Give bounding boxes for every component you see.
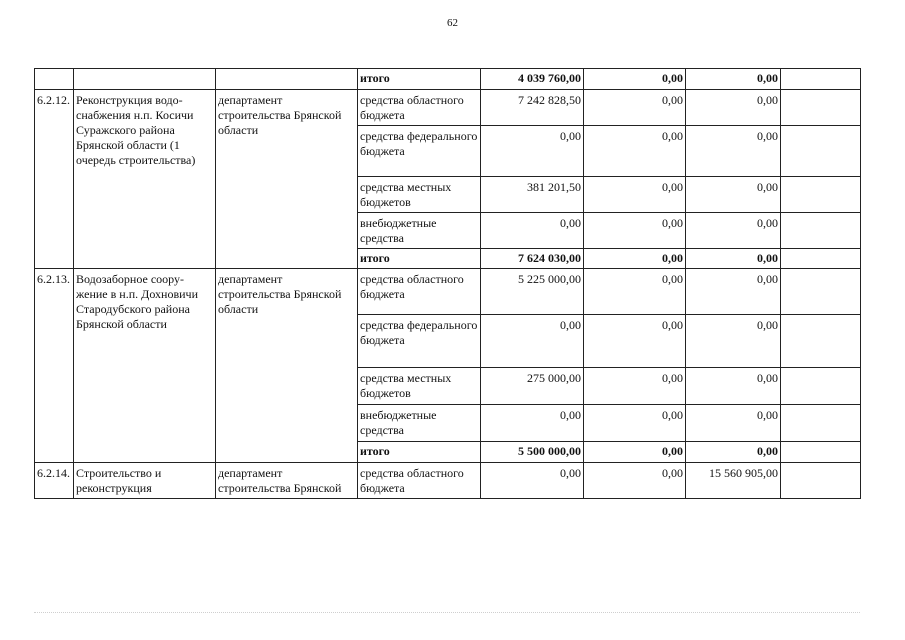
funding-source: средства федерального бюджета — [358, 315, 481, 368]
amount-cell: 0,00 — [686, 126, 781, 177]
item-code: 6.2.13. — [35, 269, 74, 463]
item-executor: департамент строительства Брянской области — [216, 90, 358, 269]
table-cell — [781, 368, 861, 405]
amount-cell: 5 225 000,00 — [481, 269, 584, 315]
item-code: 6.2.12. — [35, 90, 74, 269]
funding-source: внебюджетные средства — [358, 405, 481, 442]
amount-cell: 0,00 — [686, 405, 781, 442]
item-name: Водозаборное соору-жение в н.п. Дохновичи Стародубского района Брянской области — [74, 269, 216, 463]
funding-source: средства областного бюджета — [358, 90, 481, 126]
funding-source: средства местных бюджетов — [358, 368, 481, 405]
amount-cell: 0,00 — [584, 90, 686, 126]
item-executor: департамент строительства Брянской — [216, 463, 358, 499]
amount-cell: 0,00 — [584, 177, 686, 213]
table-cell — [781, 269, 861, 315]
funding-source: средства областного бюджета — [358, 269, 481, 315]
table-cell — [781, 315, 861, 368]
item-executor: департамент строительства Брянской области — [216, 269, 358, 463]
amount-cell: 15 560 905,00 — [686, 463, 781, 499]
total-value: 4 039 760,00 — [481, 69, 584, 90]
amount-cell: 0,00 — [481, 126, 584, 177]
amount-cell: 0,00 — [584, 269, 686, 315]
scan-artifact-line — [34, 612, 860, 613]
page-number: 62 — [447, 17, 458, 29]
total-label: итого — [358, 69, 481, 90]
total-value: 0,00 — [686, 249, 781, 269]
amount-cell: 0,00 — [584, 368, 686, 405]
total-value: 0,00 — [584, 249, 686, 269]
budget-table — [34, 68, 861, 499]
table-cell — [781, 126, 861, 177]
item-name: Строительство и реконструкция — [74, 463, 216, 499]
table-row — [35, 269, 861, 315]
funding-source: средства федерального бюджета — [358, 126, 481, 177]
total-value: 0,00 — [686, 69, 781, 90]
total-label: итого — [358, 442, 481, 463]
amount-cell: 0,00 — [584, 463, 686, 499]
funding-source: внебюджетные средства — [358, 213, 481, 249]
funding-source: средства областного бюджета — [358, 463, 481, 499]
amount-cell: 0,00 — [584, 315, 686, 368]
table-cell — [781, 177, 861, 213]
total-value: 7 624 030,00 — [481, 249, 584, 269]
amount-cell: 0,00 — [481, 213, 584, 249]
table-cell — [781, 463, 861, 499]
amount-cell: 0,00 — [686, 368, 781, 405]
amount-cell: 381 201,50 — [481, 177, 584, 213]
table-cell — [74, 69, 216, 90]
table-cell — [781, 249, 861, 269]
total-value: 0,00 — [584, 69, 686, 90]
total-value: 0,00 — [686, 442, 781, 463]
table-cell — [35, 69, 74, 90]
table-row — [35, 69, 861, 90]
total-value: 5 500 000,00 — [481, 442, 584, 463]
table-cell — [781, 90, 861, 126]
amount-cell: 0,00 — [686, 315, 781, 368]
table-cell — [216, 69, 358, 90]
amount-cell: 0,00 — [686, 269, 781, 315]
amount-cell: 0,00 — [481, 315, 584, 368]
amount-cell: 0,00 — [584, 405, 686, 442]
amount-cell: 0,00 — [481, 463, 584, 499]
amount-cell: 7 242 828,50 — [481, 90, 584, 126]
table-cell — [781, 405, 861, 442]
table-cell — [781, 69, 861, 90]
total-value: 0,00 — [584, 442, 686, 463]
item-name: Реконструкция водо-снабжения н.п. Косичи Суражского района Брянской области (1 очередь строительства) — [74, 90, 216, 269]
amount-cell: 0,00 — [481, 405, 584, 442]
amount-cell: 0,00 — [686, 213, 781, 249]
amount-cell: 0,00 — [686, 90, 781, 126]
funding-source: средства местных бюджетов — [358, 177, 481, 213]
total-label: итого — [358, 249, 481, 269]
amount-cell: 0,00 — [584, 126, 686, 177]
table-cell — [781, 213, 861, 249]
table-row — [35, 463, 861, 499]
table-cell — [781, 442, 861, 463]
amount-cell: 275 000,00 — [481, 368, 584, 405]
item-code: 6.2.14. — [35, 463, 74, 499]
amount-cell: 0,00 — [686, 177, 781, 213]
table-row — [35, 90, 861, 126]
amount-cell: 0,00 — [584, 213, 686, 249]
